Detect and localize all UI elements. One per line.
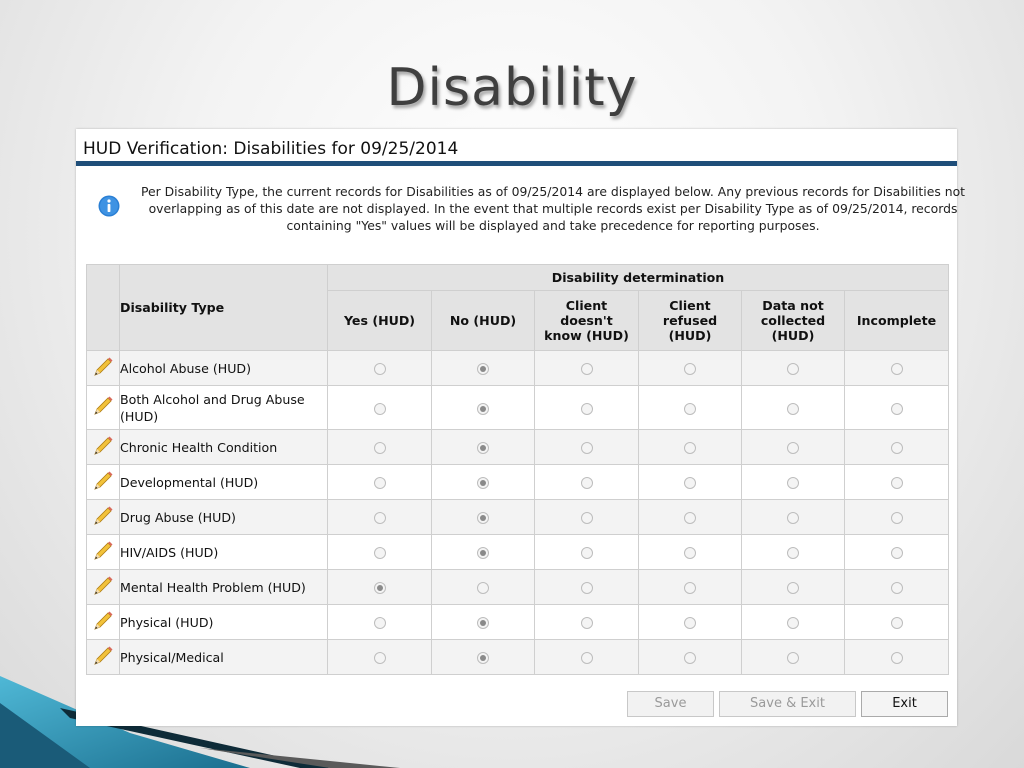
pencil-icon[interactable] [92,480,114,495]
col-data-not-collected: Data not collected (HUD) [742,291,845,351]
disability-type: Drug Abuse (HUD) [120,500,328,535]
radio-cell [845,605,949,640]
radio-cell [535,386,639,430]
table-row [87,640,949,675]
determination-radio[interactable] [581,363,593,375]
determination-radio[interactable] [374,512,386,524]
determination-radio[interactable] [891,617,903,629]
radio-cell [328,430,432,465]
radio-cell [432,465,535,500]
radio-cell [845,640,949,675]
radio-cell [432,500,535,535]
determination-radio[interactable] [684,547,696,559]
radio-cell [639,430,742,465]
determination-radio[interactable] [581,442,593,454]
determination-radio[interactable] [581,547,593,559]
info-icon [98,195,120,217]
determination-radio[interactable] [374,477,386,489]
table-row [87,570,949,605]
determination-radio[interactable] [684,403,696,415]
determination-radio[interactable] [787,442,799,454]
col-client-refused: Client refused (HUD) [639,291,742,351]
disability-type: Mental Health Problem (HUD) [120,570,328,605]
radio-cell [328,605,432,640]
disability-type: HIV/AIDS (HUD) [120,535,328,570]
radio-cell [535,640,639,675]
disability-type: Both Alcohol and Drug Abuse (HUD) [120,386,328,430]
determination-radio[interactable] [891,652,903,664]
radio-cell [535,535,639,570]
radio-cell [535,570,639,605]
determination-radio[interactable] [684,477,696,489]
determination-radio[interactable] [787,512,799,524]
radio-cell [328,465,432,500]
determination-radio[interactable] [374,363,386,375]
table-row [87,430,949,465]
determination-radio[interactable] [374,582,386,594]
exit-button[interactable]: Exit [861,691,948,717]
determination-radio[interactable] [787,582,799,594]
panel-header [76,129,957,166]
radio-cell [639,605,742,640]
determination-radio[interactable] [684,617,696,629]
determination-radio[interactable] [477,403,489,415]
table-row [87,605,949,640]
determination-radio[interactable] [374,547,386,559]
determination-radio[interactable] [684,512,696,524]
disability-type: Physical/Medical [120,640,328,675]
col-no: No (HUD) [432,291,535,351]
col-incomplete: Incomplete [845,291,949,351]
disability-type-header: Disability Type [120,265,328,351]
radio-cell [845,430,949,465]
table-row [87,351,949,386]
edit-cell [87,386,120,430]
radio-cell [742,465,845,500]
radio-cell [845,500,949,535]
radio-cell [432,351,535,386]
pencil-header [87,265,120,351]
radio-cell [328,640,432,675]
table-row [87,386,949,430]
disability-type: Alcohol Abuse (HUD) [120,351,328,386]
radio-cell [432,535,535,570]
info-text: Per Disability Type, the current records for Disabilities as of 09/25/2014 are displayed below. Any previous records for Disabilities not overlapping as of this date are not displayed. In the event that multiple records exist per Disability Type as of 09/25/2014, records containing "Yes" values will be displayed and take precedence for reporting purposes. [140,184,966,233]
radio-cell [328,386,432,430]
verification-panel [76,129,966,726]
determination-radio[interactable] [891,512,903,524]
radio-cell [328,351,432,386]
pencil-icon[interactable] [92,405,114,420]
determination-radio[interactable] [787,652,799,664]
edit-cell [87,605,120,640]
radio-cell [535,500,639,535]
table-row [87,465,949,500]
radio-cell [328,570,432,605]
pencil-icon[interactable] [92,620,114,635]
radio-cell [432,430,535,465]
disability-type: Physical (HUD) [120,605,328,640]
radio-cell [328,500,432,535]
determination-radio[interactable] [787,547,799,559]
determination-radio[interactable] [787,403,799,415]
radio-cell [535,465,639,500]
radio-cell [845,386,949,430]
determination-radio[interactable] [477,442,489,454]
determination-radio[interactable] [787,617,799,629]
edit-cell [87,570,120,605]
pencil-icon[interactable] [92,655,114,670]
determination-radio[interactable] [891,477,903,489]
determination-radio[interactable] [684,652,696,664]
determination-radio[interactable] [374,442,386,454]
determination-radio[interactable] [684,363,696,375]
radio-cell [639,535,742,570]
determination-radio[interactable] [684,442,696,454]
pencil-icon[interactable] [92,366,114,381]
determination-radio[interactable] [684,582,696,594]
table-row [87,535,949,570]
radio-cell [432,386,535,430]
radio-cell [742,386,845,430]
determination-radio[interactable] [374,403,386,415]
radio-cell [639,570,742,605]
edit-cell [87,535,120,570]
radio-cell [845,535,949,570]
disability-type: Chronic Health Condition [120,430,328,465]
determination-radio[interactable] [581,652,593,664]
radio-cell [432,570,535,605]
radio-cell [639,465,742,500]
radio-cell [639,640,742,675]
pencil-icon[interactable] [92,515,114,530]
determination-radio[interactable] [787,477,799,489]
determination-radio[interactable] [581,617,593,629]
radio-cell [742,535,845,570]
determination-radio[interactable] [891,547,903,559]
radio-cell [742,570,845,605]
determination-radio[interactable] [477,547,489,559]
radio-cell [535,351,639,386]
radio-cell [432,605,535,640]
radio-cell [535,605,639,640]
radio-cell [742,430,845,465]
radio-cell [742,351,845,386]
save-and-exit-button[interactable]: Save & Exit [719,691,856,717]
radio-cell [845,570,949,605]
determination-radio[interactable] [477,512,489,524]
determination-radio[interactable] [477,363,489,375]
disability-type: Developmental (HUD) [120,465,328,500]
determination-radio[interactable] [374,652,386,664]
radio-cell [742,500,845,535]
determination-radio[interactable] [581,477,593,489]
determination-radio[interactable] [477,617,489,629]
determination-radio[interactable] [477,477,489,489]
determination-radio[interactable] [787,363,799,375]
radio-cell [742,605,845,640]
determination-radio[interactable] [581,582,593,594]
determination-radio[interactable] [581,512,593,524]
determination-radio[interactable] [477,582,489,594]
edit-cell [87,640,120,675]
edit-cell [87,430,120,465]
determination-radio[interactable] [581,403,593,415]
radio-cell [639,500,742,535]
radio-cell [639,351,742,386]
radio-cell [535,430,639,465]
radio-cell [742,640,845,675]
col-yes: Yes (HUD) [328,291,432,351]
determination-radio[interactable] [477,652,489,664]
table-row [87,500,949,535]
radio-cell [328,535,432,570]
radio-cell [432,640,535,675]
edit-cell [87,351,120,386]
disability-table [86,264,949,675]
determination-radio[interactable] [374,617,386,629]
edit-cell [87,465,120,500]
radio-cell [845,351,949,386]
determination-header: Disability determination [328,265,949,291]
panel-title: HUD Verification: Disabilities for 09/25/2014 [83,139,459,159]
radio-cell [845,465,949,500]
radio-cell [639,386,742,430]
col-client-doesnt-know: Client doesn't know (HUD) [535,291,639,351]
determination-radio[interactable] [891,442,903,454]
slide-title: Disability [386,58,638,118]
pencil-icon[interactable] [92,550,114,565]
determination-radio[interactable] [891,363,903,375]
pencil-icon[interactable] [92,445,114,460]
edit-cell [87,500,120,535]
save-button[interactable]: Save [627,691,714,717]
determination-radio[interactable] [891,582,903,594]
pencil-icon[interactable] [92,585,114,600]
determination-radio[interactable] [891,403,903,415]
